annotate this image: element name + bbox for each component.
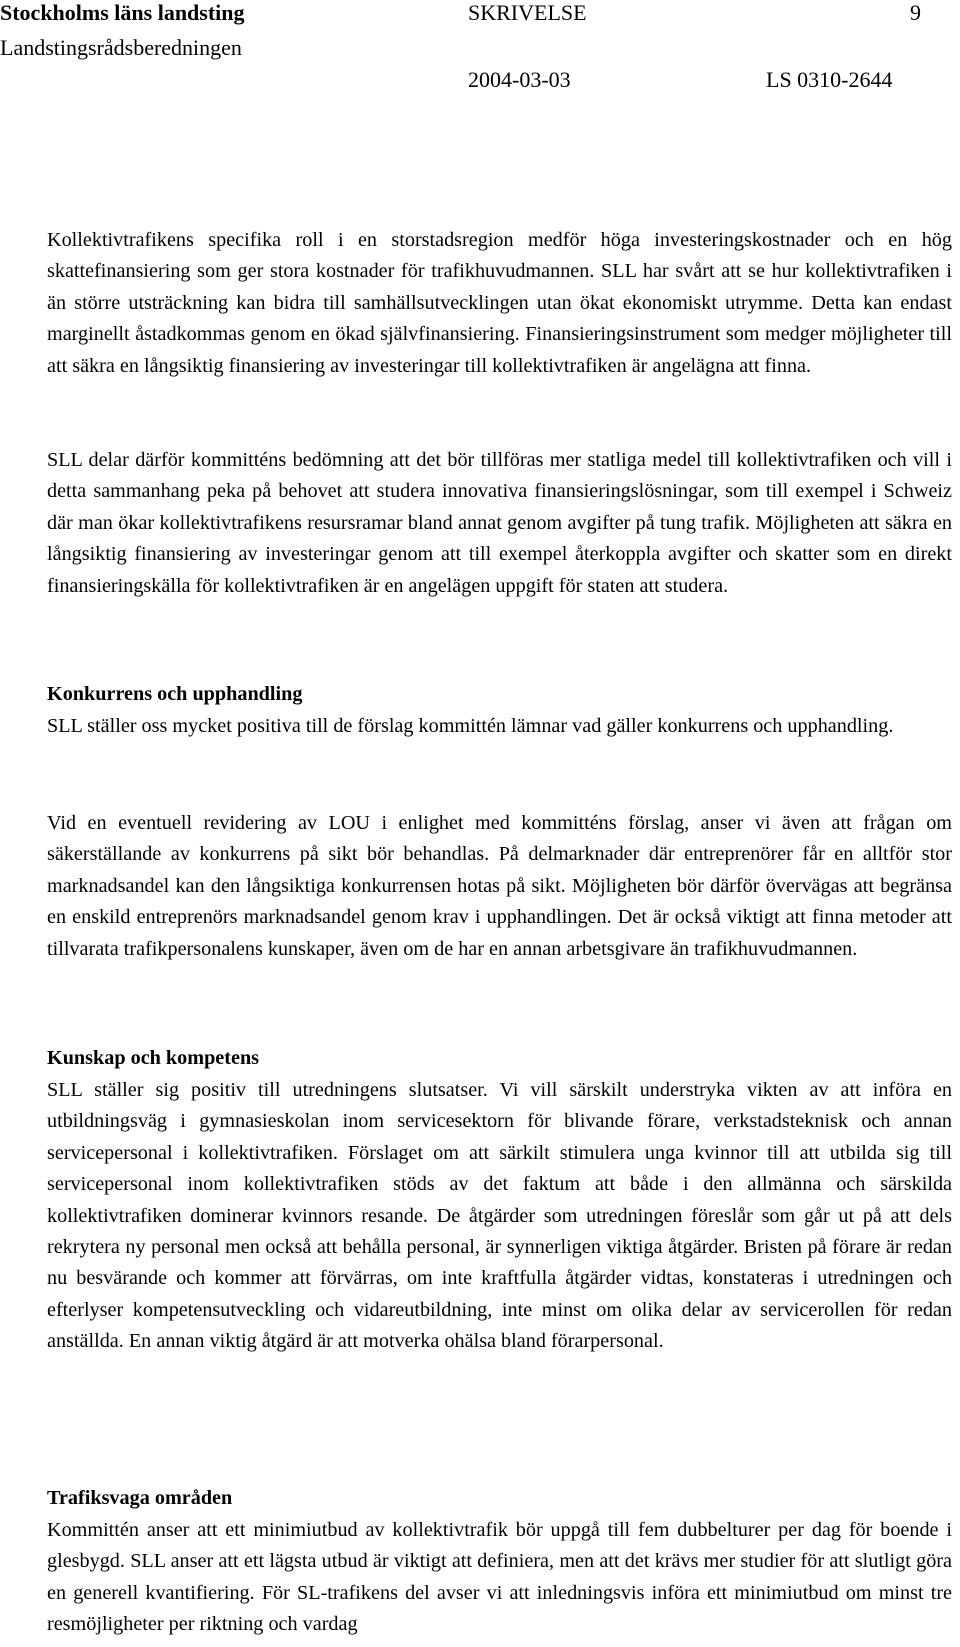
reference-number: LS 0310-2644 bbox=[766, 67, 893, 92]
section-heading-competition: Konkurrens och upphandling bbox=[47, 683, 303, 705]
department-name: Landstingsrådsberedningen bbox=[0, 35, 242, 60]
paragraph-text: SLL ställer oss mycket positiva till de förslag kommittén lämnar vad gäller konkurrens och upphandling. bbox=[47, 715, 894, 737]
paragraph-knowledge bbox=[47, 1075, 952, 1358]
paragraph-rural-areas bbox=[47, 1515, 952, 1641]
paragraph-state-funding bbox=[47, 445, 952, 602]
section-heading-knowledge: Kunskap och kompetens bbox=[47, 1047, 260, 1069]
section-heading-rural-areas: Trafiksvaga områden bbox=[47, 1487, 233, 1509]
paragraph-text: Vid en eventuell revidering av LOU i enlighet med kommitténs förslag, anser vi även att frågan om säkerställande av konkurrens på sikt bör behandlas. På delmarknader där entreprenörer får en alltför stor marknadsandel kan den långsiktiga konkurrensen hotas på sikt. Möjligheten bör därför övervägas att begränsa en enskild entreprenörs marknadsandel genom krav i upphandlingen. Det är också viktigt att finna metoder att tillvarata trafikpersonalens kunskaper, även om de har en annan arbetsgivare än trafikhuvudmannen. bbox=[47, 812, 952, 960]
document-type: SKRIVELSE bbox=[468, 0, 587, 25]
paragraph-text: Kollektivtrafikens specifika roll i en storstadsregion medför höga investeringskostnader och en hög skattefinansiering som ger stora kostnader för trafikhuvudmannen. SLL har svårt att se hur kollektivtrafiken i än större utsträckning kan bidra till samhällsutvecklingen utan ökat ekonomiskt utrymme. Detta kan endast marginellt åstadkommas genom en ökad självfinansiering. Finansieringsinstrument som medger möjligheter till att säkra en långsiktig finansiering av investeringar till kollektivtrafiken är angelägna att finna. bbox=[47, 229, 952, 377]
organization-name: Stockholms läns landsting bbox=[0, 0, 245, 25]
paragraph-financing bbox=[47, 225, 952, 382]
paragraph-text: SLL ställer sig positiv till utredningens slutsatser. Vi vill särskilt understryka vikten av att införa en utbildningsväg i gymnasieskolan inom servicesektorn för blivande förare, verkstadsteknisk och annan servicepersonal i kollektivtrafiken. Förslaget om att särkilt stimulera unga kvinnor till att utbilda sig till servicepersonal inom kollektivtrafiken stöds av det faktum att både i den allmänna och särskilda kollektivtrafiken dominerar kvinnors resande. De åtgärder som utredningen föreslår som går ut på att dels rekrytera ny personal men också att behålla personal, är synnerligen viktiga åtgärder. Bristen på förare är redan nu besvärande och kommer att förvärras, om inte kraftfulla åtgärder vidtas, konstateras i utredningen och efterlyser kompetensutveckling och vidareutbildning, inte minst om olika delar av servicerollen för redan anställda. En annan viktig åtgärd är att motverka ohälsa bland förarpersonal. bbox=[47, 1079, 952, 1353]
page-number: 9 bbox=[910, 0, 921, 25]
paragraph-competition-intro bbox=[47, 711, 952, 742]
paragraph-text: SLL delar därför kommitténs bedömning att det bör tillföras mer statliga medel till kollektivtrafiken och vill i detta sammanhang peka på behovet att studera innovativa finansieringslösningar, som till exempel i Schweiz där man ökar kollektivtrafikens resursramar bland annat genom avgifter på tung trafik. Möjligheten att säkra en långsiktig finansiering av investeringar genom att till exempel återkoppla avgifter och skatter som en direkt finansieringskälla för kollektivtrafiken är en angelägen uppgift för staten att studera. bbox=[47, 449, 952, 597]
document-date: 2004-03-03 bbox=[468, 67, 571, 92]
paragraph-text: Kommittén anser att ett minimiutbud av kollektivtrafik bör uppgå till fem dubbelturer per dag för boende i glesbygd. SLL anser att ett lägsta utbud är viktigt att definiera, men att det krävs mer studier för att slutligt göra en generell kvantifiering. För SL-trafikens del avser vi att inledningsvis införa ett minimiutbud om minst tre resmöjligheter per riktning och vardag bbox=[47, 1519, 952, 1636]
paragraph-lou-revision bbox=[47, 808, 952, 965]
